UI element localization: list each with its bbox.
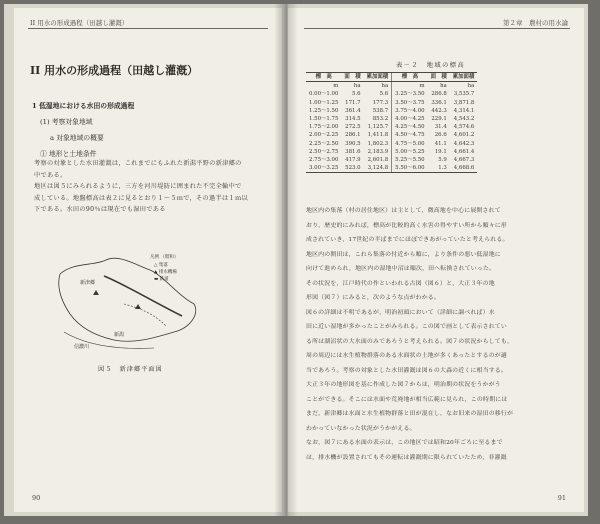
canal-line bbox=[124, 304, 166, 326]
elevation-table bbox=[306, 72, 477, 173]
body-text bbox=[34, 158, 270, 216]
table-cell: 1,125.7 bbox=[367, 124, 389, 131]
text-line: 周の周辺には水生植物群落のある水面状の土地が多くあったとするのが適 bbox=[306, 353, 507, 359]
table-cell: 4.25～4.50 bbox=[392, 123, 428, 131]
table-cell: 4,601.2 bbox=[453, 132, 475, 139]
table-header: 面 積 bbox=[428, 73, 450, 82]
table-cell: 31.4 bbox=[434, 124, 447, 131]
table-cell: 19.1 bbox=[434, 148, 447, 155]
table-cell: 3.50～3.75 bbox=[392, 99, 428, 107]
table-cell: 171.7 bbox=[345, 99, 361, 106]
table-row bbox=[306, 140, 477, 148]
table-cell: 5.25～5.50 bbox=[392, 156, 428, 164]
table-cell: 4,543.2 bbox=[453, 116, 475, 123]
table-cell: 523.0 bbox=[341, 164, 363, 173]
table-row bbox=[306, 164, 477, 173]
unit-cell: ha bbox=[467, 83, 475, 90]
text-line: その状況を，江戸時代の作といわれる古図（図６）と，大正３年の地 bbox=[306, 280, 495, 287]
section-title: II 用水の形成過程（田越し灌漑） bbox=[30, 64, 199, 77]
table-row bbox=[306, 131, 477, 139]
text-line: 中である。 bbox=[34, 171, 67, 179]
table-cell: 177.3 bbox=[372, 99, 389, 106]
map-label: 信濃川 bbox=[74, 344, 90, 350]
pump-station-marker bbox=[93, 290, 99, 295]
table-header: 標 高 bbox=[306, 73, 341, 82]
table-cell: 417.9 bbox=[345, 157, 361, 164]
text-line: 田に近い湿地が多かったことがみられる。この図で画として表示されてい bbox=[306, 324, 507, 330]
railway-line bbox=[104, 276, 182, 316]
table-cell: 41.1 bbox=[434, 140, 447, 147]
table-cell: 3,124.8 bbox=[364, 164, 392, 173]
table-row bbox=[306, 107, 477, 115]
table-cell: 1.75～2.00 bbox=[309, 124, 339, 131]
running-head-right: 第２章 農村の用水論 bbox=[503, 19, 568, 27]
table-unit-row bbox=[306, 82, 477, 91]
table-row bbox=[306, 123, 477, 131]
unit-cell: ha bbox=[381, 83, 389, 90]
map-label: 新潟 bbox=[114, 332, 125, 338]
table-cell: 1,802.3 bbox=[367, 140, 389, 147]
table-cell: 4,667.3 bbox=[453, 157, 475, 164]
pump-station-marker bbox=[135, 304, 141, 309]
map-legend-item: △ 集落 bbox=[154, 263, 168, 268]
table-header: 標 高 bbox=[392, 73, 428, 82]
book-gutter-shadow bbox=[274, 4, 298, 516]
table-cell: 1,411.8 bbox=[367, 132, 389, 139]
table-cell: 4.00～4.25 bbox=[392, 115, 428, 123]
table-cell: 2,183.9 bbox=[367, 148, 389, 155]
text-line: わかっていなかった状況がうかがえる。 bbox=[306, 425, 416, 432]
table-cell: 4,668.6 bbox=[450, 164, 478, 173]
table-cell: 1.3 bbox=[428, 164, 450, 173]
table-cell: 853.2 bbox=[372, 116, 389, 123]
table-row bbox=[306, 115, 477, 123]
table-cell: 1.00～1.25 bbox=[309, 99, 339, 106]
table-cell: 5.6 bbox=[379, 91, 389, 98]
table-cell: 286.1 bbox=[345, 132, 361, 139]
table-cell: 3.75～4.00 bbox=[392, 107, 428, 115]
text-line: 地区は図５にみられるように，三方を河川堤防に囲まれた不完全輪中で bbox=[34, 183, 242, 190]
table-cell: 3.00～3.25 bbox=[306, 164, 341, 173]
map-legend-item: ▲ 排水機場 bbox=[154, 270, 177, 275]
table-cell: 5.6 bbox=[352, 91, 361, 98]
table-cell: 4,574.6 bbox=[453, 124, 475, 131]
unit-cell: ha bbox=[353, 83, 361, 90]
page-number: 90 bbox=[32, 494, 41, 502]
unit-cell: ha bbox=[440, 83, 447, 90]
table-cell: 4.75～5.00 bbox=[392, 140, 428, 148]
table-cell: 3.25～3.50 bbox=[392, 90, 428, 98]
table-title: 表－２ 地域の標高 bbox=[396, 62, 466, 69]
table-cell: 361.4 bbox=[345, 107, 361, 114]
text-line: ことができる。そこには水面や荒廃地が相当広範に見られ，この時期には bbox=[306, 396, 508, 403]
table-cell: 2.00～2.25 bbox=[309, 132, 339, 139]
table-row bbox=[306, 156, 477, 164]
text-line: 図６の詳細は不明であるが，明治初頭において（詳細に調べれば）水 bbox=[306, 309, 495, 316]
open-book bbox=[4, 4, 588, 516]
table-cell: 442.3 bbox=[431, 107, 447, 114]
subsection-heading: ① 地形と土地条件 bbox=[40, 150, 97, 158]
table-cell: 4,642.3 bbox=[453, 140, 475, 147]
table-cell: 381.6 bbox=[345, 148, 361, 155]
table-cell: 5.9 bbox=[438, 157, 447, 164]
table-cell: 4.50～4.75 bbox=[392, 131, 428, 139]
text-line: 形図（図７）にみると，次のような点がわかる。 bbox=[306, 295, 440, 301]
table-header: 累加面積 bbox=[364, 73, 392, 82]
unit-cell: m bbox=[333, 83, 339, 90]
text-line: 向けて進められ，地区内の湿地中沼は順次，田へ転換されていった。 bbox=[306, 266, 496, 272]
table-row bbox=[306, 90, 477, 98]
text-line: 地区内の開田は，これら集落の付近から順に，より条件の悪い低湿地に bbox=[306, 251, 501, 258]
table-cell: 5.00～5.25 bbox=[392, 148, 428, 156]
running-head-left: II 用水の形成過程（田越し灌漑） bbox=[30, 19, 129, 27]
map-legend-item: ▬ 鉄道 bbox=[154, 277, 169, 282]
table-cell: 2.50～2.75 bbox=[309, 148, 339, 155]
table-cell: 390.5 bbox=[345, 140, 361, 147]
subsection-heading: a 対象地域の概要 bbox=[50, 134, 104, 142]
left-page bbox=[14, 8, 282, 512]
text-line: 地区内の集落（村の居住地区）は主として，微高地を中心に展開されて bbox=[306, 208, 501, 214]
map-label: 新津郷 bbox=[80, 280, 96, 286]
table-header: 面 積 bbox=[341, 73, 363, 82]
text-line: 当であろう。考察の対象とした水田灌漑は図６の大森の近くに相当する。 bbox=[306, 367, 507, 374]
text-line: 大正３年の地形図を基に作成した図７からは，明治期の状況をうかがう bbox=[306, 382, 501, 388]
text-line: まだ，新津郷は水面と水生植物群落と田が混在し，なお旧来の湿田の移行が bbox=[306, 411, 514, 417]
body-text bbox=[306, 204, 574, 465]
table-cell: 0.00～1.00 bbox=[309, 91, 339, 98]
table-cell: 1.50～1.75 bbox=[309, 116, 339, 123]
table-cell: 2.25～2.50 bbox=[309, 140, 339, 147]
table-row bbox=[306, 99, 477, 107]
table-cell: 26.6 bbox=[434, 132, 447, 139]
unit-cell: m bbox=[392, 82, 428, 91]
text-line: 成されていき，17世紀の半ばまでにほぼできあがっていたと考えられる。 bbox=[306, 237, 509, 243]
table-cell: 229.1 bbox=[431, 116, 447, 123]
header-rule bbox=[304, 28, 570, 29]
map-legend-item: 凡例 （昭和） bbox=[150, 255, 179, 260]
table-cell: 3,535.7 bbox=[453, 91, 475, 98]
table-cell: 5.50～6.00 bbox=[392, 164, 428, 173]
area-map-figure bbox=[54, 244, 204, 354]
header-rule bbox=[28, 28, 268, 29]
text-line: なお，図７にある水面の表示は，この地区では昭和20年ごろに至るまで bbox=[306, 440, 503, 446]
table-cell: 314.5 bbox=[345, 116, 361, 123]
page-number: 91 bbox=[557, 494, 566, 502]
right-page bbox=[288, 8, 584, 512]
table-cell: 2.75～3.00 bbox=[309, 157, 339, 164]
table-row bbox=[306, 148, 477, 156]
table-cell: 2,601.8 bbox=[367, 157, 389, 164]
table-cell: 4,661.4 bbox=[453, 148, 475, 155]
table-cell: 286.8 bbox=[431, 91, 447, 98]
text-line: 考察の対象とした水田灌漑は，これまでにもふれた新潟平野の新津郷の bbox=[34, 160, 242, 167]
subsection-heading: (1) 考察対象地域 bbox=[40, 118, 93, 126]
table-cell: 272.5 bbox=[345, 124, 361, 131]
table-cell: 1.25～1.50 bbox=[309, 107, 339, 114]
text-line: る所は湖沼状の大水面のみであろうと考えられる。図７の状況からしても， bbox=[306, 338, 514, 345]
table-header: 累加面積 bbox=[450, 73, 478, 82]
table-cell: 538.7 bbox=[372, 107, 389, 114]
figure-caption: 図５ 新津郷平面図 bbox=[98, 366, 163, 373]
text-line: おり，歴史的にみれば，標高が比較的高く水害の得やすい所から順々に形 bbox=[306, 222, 507, 229]
subsection-heading: 1 低湿地における水田の形成過程 bbox=[32, 102, 135, 110]
text-line: は，排水機が設置されてもその運転は灌漑期に限られていたため，非灌漑 bbox=[306, 454, 507, 461]
table-cell: 336.1 bbox=[431, 99, 447, 106]
text-line: 成している。地盤標高は表２に見るとおり１～５ｍで，その過半は１ｍ以 bbox=[34, 194, 248, 202]
table-header-row bbox=[306, 73, 477, 82]
text-line: 下である。水田の90％は現在でも湿田である bbox=[34, 206, 166, 213]
table-cell: 4,314.1 bbox=[453, 107, 475, 114]
table-cell: 3,871.8 bbox=[453, 99, 475, 106]
